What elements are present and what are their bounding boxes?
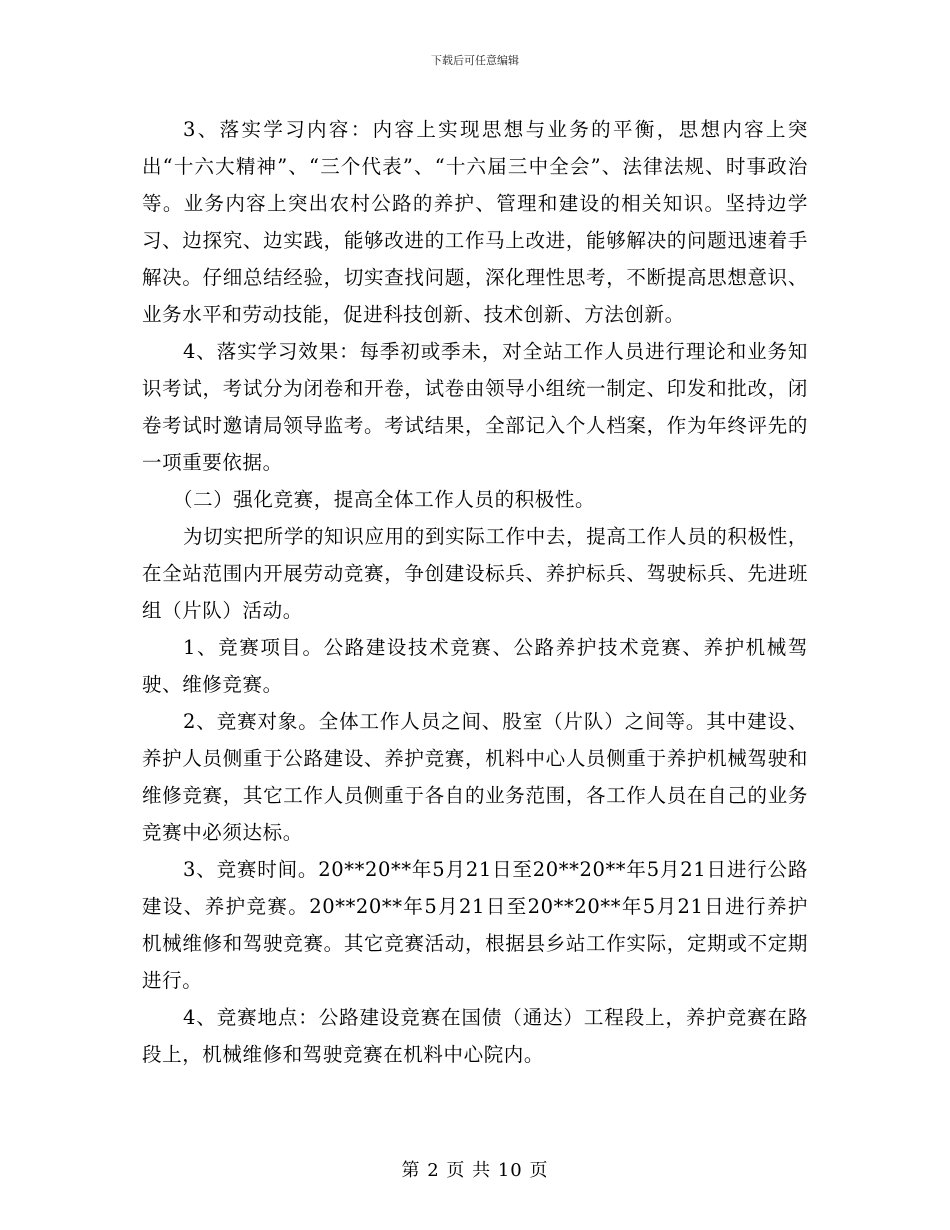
paragraph-competition-location: 4、竞赛地点：公路建设竞赛在国债（通达）工程段上，养护竞赛在路段上，机械维修和驾驶竞赛在机料中心院内。 [142, 1006, 808, 1066]
paragraph-competition-targets: 2、竞赛对象。全体工作人员之间、股室（片队）之间等。其中建设、养护人员侧重于公路建设、养护竞赛，机料中心人员侧重于养护机械驾驶和维修竞赛，其它工作人员侧重于各自的业务范围，各工作人员在自己的业务竞赛中必须达标。 [142, 710, 808, 844]
document-body [142, 111, 808, 1073]
paragraph-competition-time: 3、竞赛时间。20**20**年5月21日至20**20**年5月21日进行公路建设、养护竞赛。20**20**年5月21日至20**20**年5月21日进行养护机械维修和驾驶竞赛。其它竞赛活动，根据县乡站工作实际，定期或不定期进行。 [142, 858, 808, 992]
page-number: 第 2 页 共 10 页 [401, 1160, 549, 1181]
paragraph-competition-items: 1、竞赛项目。公路建设技术竞赛、公路养护技术竞赛、养护机械驾驶、维修竞赛。 [142, 636, 808, 696]
paragraph-study-effect: 4、落实学习效果：每季初或季未，对全站工作人员进行理论和业务知识考试，考试分为闭卷和开卷，试卷由领导小组统一制定、印发和批改，闭卷考试时邀请局领导监考。考试结果，全部记入个人档案，作为年终评先的一项重要依据。 [142, 340, 808, 474]
section-heading-competition: （二）强化竞赛，提高全体工作人员的积极性。 [173, 488, 596, 511]
paragraph-competition-intro: 为切实把所学的知识应用的到实际工作中去，提高工作人员的积极性，在全站范围内开展劳动竞赛，争创建设标兵、养护标兵、驾驶标兵、先进班组（片队）活动。 [142, 525, 808, 622]
page-header: 下载后可任意编辑 [431, 54, 519, 67]
paragraph-study-content: 3、落实学习内容：内容上实现思想与业务的平衡，思想内容上突出“十六大精神”、“三个代表”、“十六届三中全会”、法律法规、时事政治等。业务内容上突出农村公路的养护、管理和建设的相关知识。坚持边学习、边探究、边实践，能够改进的工作马上改进，能够解决的问题迅速着手解决。仔细总结经验，切实查找问题，深化理性思考，不断提高思想意识、业务水平和劳动技能，促进科技创新、技术创新、方法创新。 [142, 118, 808, 326]
